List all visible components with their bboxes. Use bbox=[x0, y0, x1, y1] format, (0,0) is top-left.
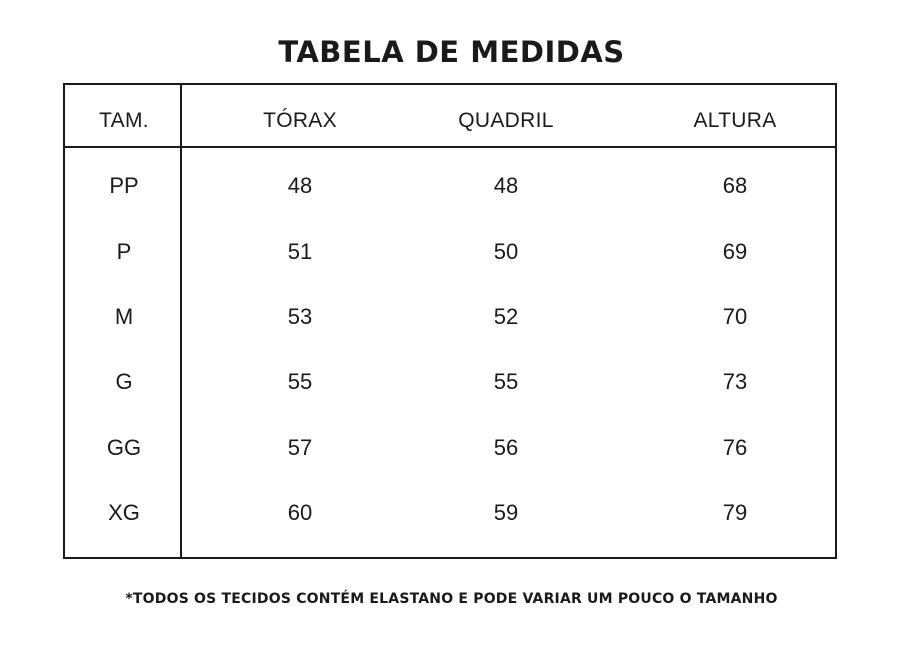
column-header-size: TAM. bbox=[99, 109, 149, 132]
table-cell-quadril: 59 bbox=[493, 500, 519, 525]
table-cell-size: XG bbox=[108, 500, 140, 525]
column-header-quadril: QUADRIL bbox=[458, 109, 554, 132]
table-cell-size: PP bbox=[109, 173, 139, 198]
table-cell-torax: 51 bbox=[287, 239, 313, 264]
page-title: TABELA DE MEDIDAS bbox=[278, 35, 625, 69]
header-divider bbox=[63, 146, 837, 148]
table-cell-altura: 68 bbox=[722, 173, 748, 198]
table-cell-quadril: 52 bbox=[493, 304, 519, 329]
table-cell-torax: 55 bbox=[287, 369, 313, 394]
table-cell-torax: 48 bbox=[287, 173, 313, 198]
table-cell-altura: 79 bbox=[722, 500, 748, 525]
table-cell-size: GG bbox=[106, 435, 142, 460]
table-cell-altura: 69 bbox=[722, 239, 748, 264]
footnote: *TODOS OS TECIDOS CONTÉM ELASTANO E PODE VARIAR UM POUCO O TAMANHO bbox=[125, 591, 778, 607]
table-cell-size: G bbox=[115, 369, 133, 394]
table-cell-quadril: 50 bbox=[493, 239, 519, 264]
table-cell-quadril: 55 bbox=[493, 369, 519, 394]
table-cell-altura: 76 bbox=[722, 435, 748, 460]
table-cell-quadril: 48 bbox=[493, 173, 519, 198]
column-divider bbox=[180, 83, 182, 559]
table-cell-altura: 70 bbox=[722, 304, 748, 329]
table-cell-altura: 73 bbox=[722, 369, 748, 394]
table-cell-size: P bbox=[116, 239, 132, 264]
table-cell-size: M bbox=[114, 304, 134, 329]
table-cell-quadril: 56 bbox=[493, 435, 519, 460]
table-cell-torax: 60 bbox=[287, 500, 313, 525]
column-header-altura: ALTURA bbox=[693, 109, 777, 132]
column-header-torax: TÓRAX bbox=[263, 109, 337, 132]
table-cell-torax: 57 bbox=[287, 435, 313, 460]
table-cell-torax: 53 bbox=[287, 304, 313, 329]
